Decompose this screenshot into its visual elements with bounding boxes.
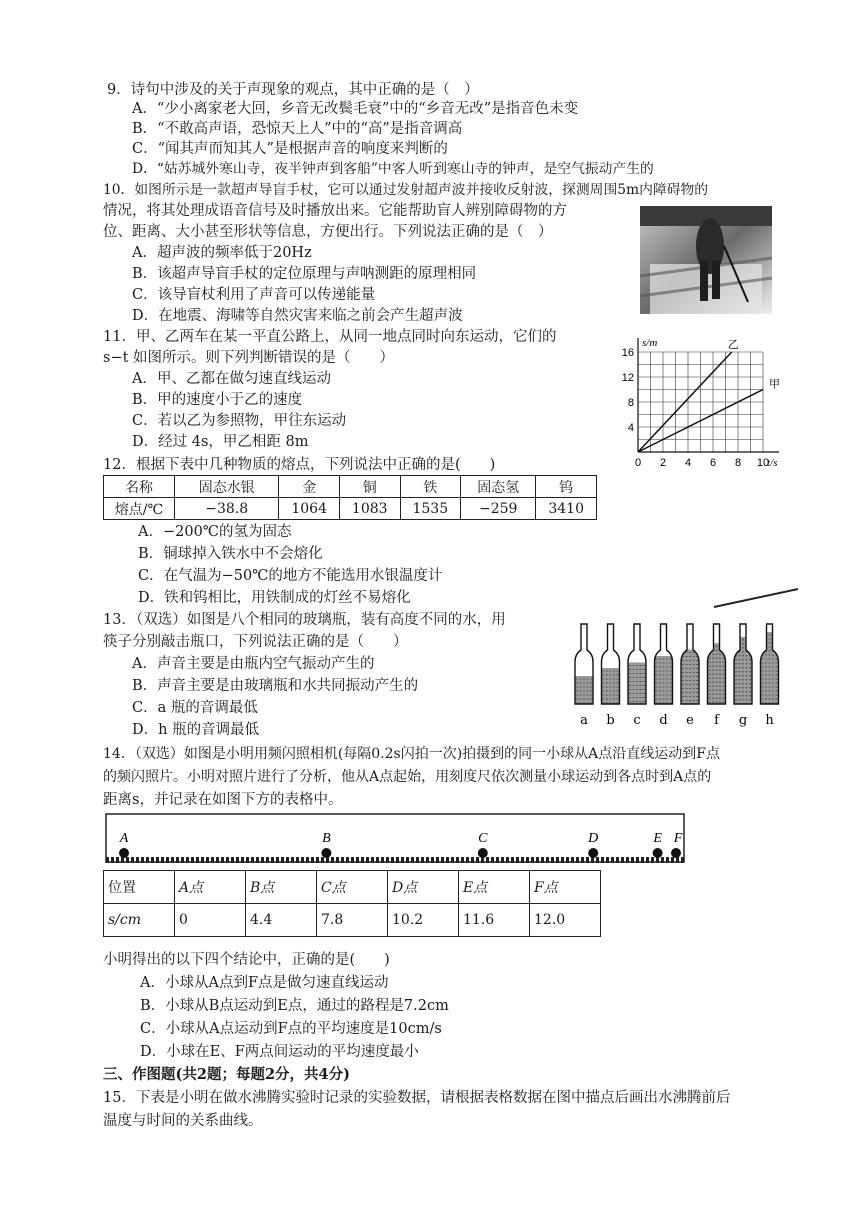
strobe-photo-figure	[104, 812, 688, 868]
table-cell: 3410	[536, 498, 597, 520]
table-cell: −38.8	[174, 498, 278, 520]
q15-line1: 15．下表是小明在做水沸腾实验时记录的实验数据，请根据表格数据在图中描点后画出水沸腾前后	[103, 1090, 731, 1106]
q14-line3: 距离s，并记录在如图下方的表格中。	[103, 792, 343, 808]
q12-option-d: D．铁和钨相比，用铁制成的灯丝不易熔化	[138, 590, 411, 606]
y-tick-label: 16	[621, 347, 634, 359]
point-label: C	[478, 831, 488, 846]
table-cell: 位置	[104, 871, 175, 904]
q11-line2: s−t 如图所示。则下列判断错误的是（ ）	[103, 350, 395, 366]
water-fill	[707, 643, 727, 704]
point-label: D	[588, 831, 599, 846]
position-table	[103, 870, 601, 937]
y-tick-label: 12	[621, 372, 634, 384]
x-tick-label: 8	[734, 457, 742, 469]
table-cell: 金	[279, 476, 340, 498]
x-axis-label: t/s	[767, 457, 778, 469]
ball	[119, 848, 129, 858]
table-cell: 铜	[339, 476, 400, 498]
melting-point-table	[103, 475, 597, 520]
x-tick-label: 6	[709, 457, 717, 469]
y-tick-label: 4	[627, 422, 634, 434]
q11-line1: 11．甲、乙两车在某一平直公路上，从同一地点同时向东运动，它们的	[103, 329, 557, 345]
q14-line2: 的频闪照片。小明对照片进行了分析，他从A点起始，用刻度尺依次测量小球运动到各点时到A点的	[103, 769, 712, 785]
table-cell: 铁	[400, 476, 461, 498]
q9-option-a: A．“少小离家老大回，乡音无改鬓毛衰”中的“乡音无改”是指音色未变	[132, 101, 579, 117]
ball	[321, 848, 331, 858]
table-cell: 名称	[104, 476, 175, 498]
bottle-label: e	[686, 713, 694, 728]
q13-line1-text: 13．（双选）如图是八个相同的玻璃瓶，装有高度不同的水，用	[103, 612, 506, 628]
table-cell: 4.4	[246, 904, 317, 937]
bottle-label: h	[765, 713, 774, 728]
table-cell: 熔点/℃	[104, 498, 175, 520]
table-cell: s/cm	[104, 904, 175, 937]
bottle	[601, 624, 621, 728]
chart-grid	[638, 338, 779, 452]
table-row	[104, 498, 597, 520]
table-cell: 固态氢	[461, 476, 536, 498]
q9-option-b: B．“不敢高声语，恐惊天上人”中的“高”是指音调高	[132, 121, 463, 137]
water-fill	[733, 637, 753, 704]
guide-cane-illustration	[640, 206, 772, 314]
q10-option-d: D．在地震、海啸等自然灾害来临之前会产生超声波	[132, 308, 463, 324]
point-label: A	[119, 831, 129, 846]
q9-option-d: D．“姑苏城外寒山寺，夜半钟声到客船”中客人听到寒山寺的钟声，是空气振动产生的	[132, 161, 654, 177]
q12-option-c: C．在气温为−50℃的地方不能选用水银温度计	[138, 568, 443, 584]
q10-line1: 10．如图所示是一款超声导盲手杖，它可以通过发射超声波并接收反射波，探测周围5m内障碍物的	[103, 182, 709, 198]
table-cell: 1083	[339, 498, 400, 520]
bottle-label: b	[606, 713, 615, 728]
table-header-row	[104, 871, 601, 904]
q13-option-d: D．h 瓶的音调最低	[132, 722, 260, 738]
bottle	[760, 624, 780, 728]
q10-option-a: A．超声波的频率低于20Hz	[132, 245, 312, 261]
bottle-label: d	[659, 713, 668, 728]
q14-option-c: C．小球从A点运动到F点的平均速度是10cm/s	[140, 1021, 442, 1037]
point-label: B	[322, 831, 331, 846]
x-tick-label: 0	[634, 457, 642, 469]
q10-option-c: C．该导盲杖利用了声音可以传递能量	[132, 287, 376, 303]
section-3-title: 三、作图题(共2题；每题2分，共4分)	[103, 1066, 350, 1083]
table-cell: 11.6	[459, 904, 530, 937]
bottle	[733, 624, 753, 728]
bottle-label: a	[580, 713, 588, 728]
q10-line3: 位、距离、大小甚至形状等信息，方便出行。下列说法正确的是（ ）	[103, 224, 553, 240]
table-cell: F点	[530, 871, 601, 904]
water-fill	[601, 668, 621, 704]
q11-option-a: A．甲、乙都在做匀速直线运动	[132, 371, 331, 387]
ball	[478, 848, 488, 858]
q11-option-c: C．若以乙为参照物，甲往东运动	[132, 413, 347, 429]
guide-cane-photo	[640, 206, 772, 314]
bottle	[627, 624, 647, 728]
pen-stroke-mark	[712, 586, 802, 610]
x-tick-label: 10	[756, 457, 770, 469]
y-tick-label: 8	[627, 397, 634, 409]
q13-option-b: B．声音主要是由玻璃瓶和水共同振动产生的	[132, 678, 419, 694]
q10-line2: 情况，将其处理成语音信号及时播放出来。它能帮助盲人辨别障碍物的方	[103, 203, 567, 219]
table-cell: A点	[175, 871, 246, 904]
s-t-chart	[620, 330, 800, 475]
q14-line1: 14．（双选）如图是小明用频闪照相机(每隔0.2s闪拍一次)拍摄到的同一小球从A点沿直线运动到F点	[103, 746, 721, 762]
table-cell: E点	[459, 871, 530, 904]
table-cell: D点	[388, 871, 459, 904]
q13-line2: 筷子分别敲击瓶口，下列说法正确的是（ ）	[103, 634, 408, 650]
series-label: 甲	[769, 377, 780, 391]
ball	[588, 848, 598, 858]
table-header-row	[104, 476, 597, 498]
q14-option-d: D．小球在E、F两点间运动的平均速度最小	[140, 1044, 419, 1060]
q13-option-c: C．a 瓶的音调最低	[132, 700, 258, 716]
bottle	[680, 624, 700, 728]
q9-option-c: C．“闻其声而知其人”是根据声音的响度来判断的	[132, 141, 448, 157]
table-cell: 12.0	[530, 904, 601, 937]
table-cell: 钨	[536, 476, 597, 498]
table-cell: −259	[461, 498, 536, 520]
glass-bottles-figure	[570, 620, 790, 732]
table-cell: 0	[175, 904, 246, 937]
bottle-label: f	[714, 713, 719, 728]
q10-option-b: B．该超声导盲手杖的定位原理与声呐测距的原理相同	[132, 266, 477, 282]
water-fill	[574, 676, 594, 704]
q11-option-d: D．经过 4s，甲乙相距 8m	[132, 434, 309, 450]
q12-stem: 12．根据下表中几种物质的熔点，下列说法中正确的是( )	[103, 457, 496, 473]
q11-option-b: B．甲的速度小于乙的速度	[132, 392, 303, 408]
table-cell: B点	[246, 871, 317, 904]
q14-option-b: B．小球从B点运动到E点，通过的路程是7.2cm	[140, 998, 449, 1014]
bottle	[574, 624, 594, 728]
q13-line1	[103, 610, 506, 630]
ball	[653, 848, 663, 858]
q9-stem: 9．诗句中涉及的关于声现象的观点，其中正确的是（ ）	[107, 82, 479, 98]
table-cell: 10.2	[388, 904, 459, 937]
x-tick-label: 4	[684, 457, 692, 469]
bottle	[707, 624, 727, 728]
table-cell: C点	[317, 871, 388, 904]
point-label: E	[653, 831, 662, 846]
bottle-label: c	[633, 713, 641, 728]
q13-option-a: A．声音主要是由瓶内空气振动产生的	[132, 656, 375, 672]
q15-line2: 温度与时间的关系曲线。	[103, 1113, 263, 1129]
point-label: F	[673, 831, 683, 846]
table-cell: 固态水银	[174, 476, 278, 498]
table-row	[104, 904, 601, 937]
series-label: 乙	[727, 338, 739, 351]
chart-series	[638, 338, 780, 452]
bottle-label: g	[738, 713, 748, 728]
q14-option-a: A．小球从A点到F点是做匀速直线运动	[140, 975, 389, 991]
x-tick-label: 2	[659, 457, 667, 469]
q12-option-a: A．−200℃的氢为固态	[138, 524, 292, 540]
table-cell: 7.8	[317, 904, 388, 937]
q14-conclusion: 小明得出的以下四个结论中，正确的是( )	[103, 952, 390, 968]
q12-option-b: B．铜球掉入铁水中不会熔化	[138, 546, 323, 562]
ball	[671, 848, 681, 858]
bottle	[654, 624, 674, 728]
table-cell: 1064	[279, 498, 340, 520]
table-cell: 1535	[400, 498, 461, 520]
y-axis-label: s/m	[642, 337, 658, 349]
